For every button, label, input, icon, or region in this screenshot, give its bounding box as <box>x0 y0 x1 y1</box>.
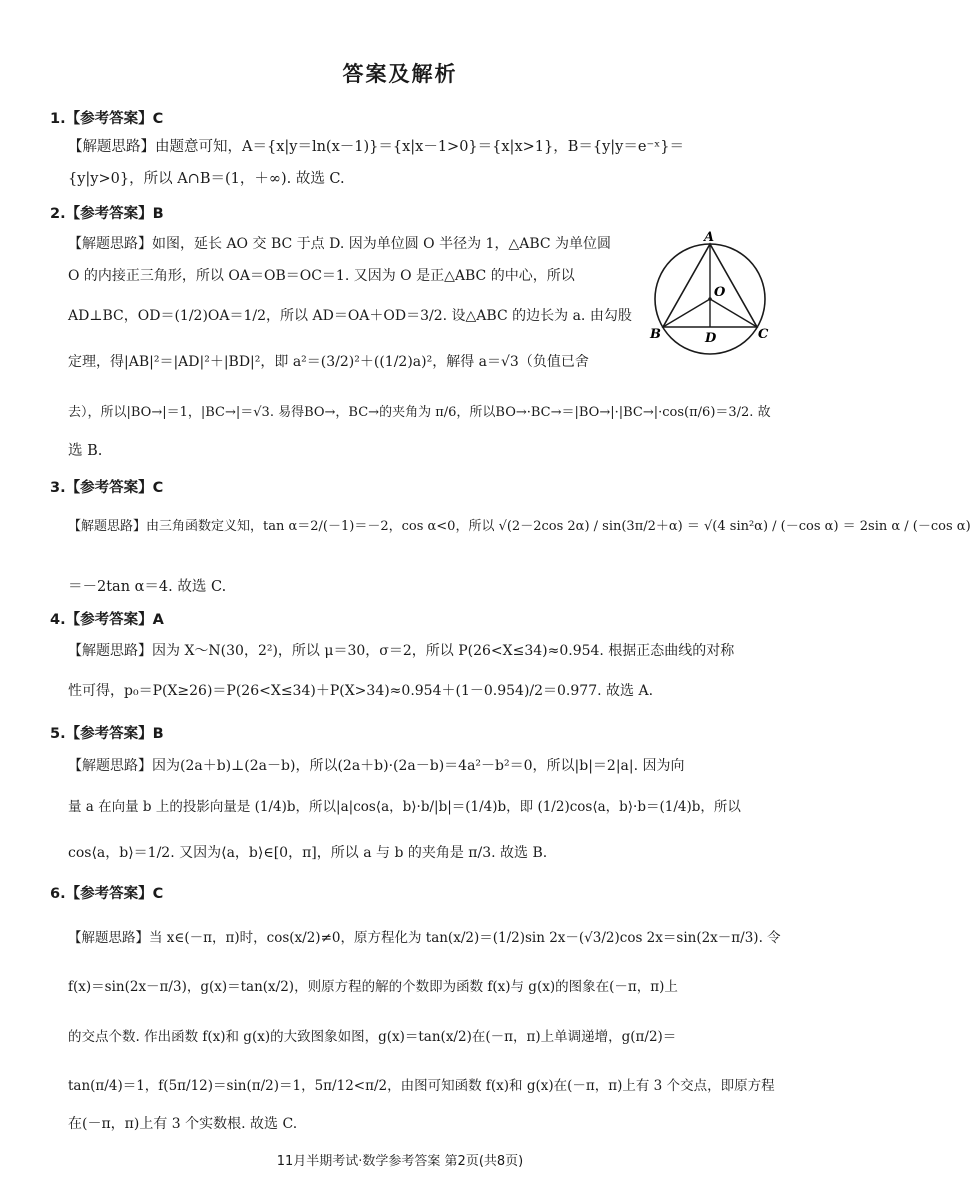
q1-line-2: {y|y>0}，所以 A∩B＝(1，＋∞). 故选 C. <box>68 171 345 187</box>
q4-line-2: 性可得，p₀＝P(X≥26)＝P(26<X≤34)＋P(X>34)≈0.954＋(1－0.954)/2＝0.977. 故选 A. <box>68 683 654 699</box>
q2-line-4: 定理，得|AB|²＝|AD|²＋|BD|²，即 a²＝(3/2)²＋((1/2)a)²，解得 a＝√3（负值已舍 <box>68 354 589 370</box>
q3-line-1: 【解题思路】由三角函数定义知，tan α＝2/(－1)＝－2，cos α<0，所以 √(2－2cos 2α) / sin(3π/2＋α) ＝ √(4 sin²α) / (－cos α) ＝ 2sin α / (－cos α) <box>68 519 971 534</box>
answer-4: 4.【参考答案】A <box>50 612 164 628</box>
q6-line-1: 【解题思路】当 x∈(－π，π)时，cos(x/2)≠0，原方程化为 tan(x/2)＝(1/2)sin 2x－(√3/2)cos 2x＝sin(2x－π/3). 令 <box>68 930 781 946</box>
q2-line-6: 选 B. <box>68 443 103 459</box>
q2-line-3: AD⊥BC，OD＝(1/2)OA＝1/2，所以 AD＝OA＋OD＝3/2. 设△ABC 的边长为 a. 由勾股 <box>68 308 632 324</box>
q6-line-2: f(x)＝sin(2x－π/3)，g(x)＝tan(x/2)，则原方程的解的个数即为函数 f(x)与 g(x)的图象在(－π，π)上 <box>68 979 678 995</box>
answer-2: 2.【参考答案】B <box>50 206 164 222</box>
answer-6: 6.【参考答案】C <box>50 886 164 902</box>
q1-line-1: 【解题思路】由题意可知，A＝{x|y＝ln(x－1)}＝{x|x－1>0}＝{x|x>1}，B＝{y|y＝e⁻ˣ}＝ <box>68 139 684 155</box>
label-d: D <box>705 331 717 346</box>
answer-3: 3.【参考答案】C <box>50 480 164 496</box>
label-a: A <box>704 230 715 245</box>
center-point <box>708 297 712 301</box>
q5-line-3: cos⟨a，b⟩＝1/2. 又因为⟨a，b⟩∈[0，π]，所以 a 与 b 的夹角是 π/3. 故选 B. <box>68 845 548 861</box>
q2-line-1: 【解题思路】如图，延长 AO 交 BC 于点 D. 因为单位圆 O 半径为 1，△ABC 为单位圆 <box>68 236 612 252</box>
q3-line-2: ＝－2tan α＝4. 故选 C. <box>68 579 227 595</box>
page-title: 答案及解析 <box>342 62 458 86</box>
q2-line-2: O 的内接正三角形，所以 OA＝OB＝OC＝1. 又因为 O 是正△ABC 的中心，所以 <box>68 268 575 284</box>
answer-5: 5.【参考答案】B <box>50 726 164 742</box>
answer-1: 1.【参考答案】C <box>50 111 164 127</box>
q5-line-2: 量 a 在向量 b 上的投影向量是 (1/4)b，所以|a|cos⟨a，b⟩·b/|b|＝(1/4)b，即 (1/2)cos⟨a，b⟩·b＝(1/4)b，所以 <box>68 799 741 815</box>
q6-line-5: 在(－π，π)上有 3 个实数根. 故选 C. <box>68 1116 298 1132</box>
label-o: O <box>714 285 726 300</box>
q4-line-1: 【解题思路】因为 X～N(30，2²)，所以 μ＝30，σ＝2，所以 P(26<X≤34)≈0.954. 根据正态曲线的对称 <box>68 643 735 659</box>
page-footer: 11月半期考试·数学参考答案 第2页(共8页) <box>276 1154 524 1169</box>
q6-line-4: tan(π/4)＝1，f(5π/12)＝sin(π/2)＝1，5π/12<π/2，由图可知函数 f(x)和 g(x)在(－π，π)上有 3 个交点，即原方程 <box>68 1078 775 1094</box>
label-b: B <box>650 327 661 342</box>
label-c: C <box>758 327 769 342</box>
q2-line-5: 去），所以|BO→|＝1，|BC→|＝√3. 易得BO→，BC→的夹角为 π/6，所以BO→·BC→＝|BO→|·|BC→|·cos(π/6)＝3/2. 故 <box>68 405 771 420</box>
q5-line-1: 【解题思路】因为(2a＋b)⊥(2a－b)，所以(2a＋b)·(2a－b)＝4a²－b²＝0，所以|b|＝2|a|. 因为向 <box>68 758 685 774</box>
q6-line-3: 的交点个数. 作出函数 f(x)和 g(x)的大致图象如图，g(x)＝tan(x/2)在(－π，π)上单调递增，g(π/2)＝ <box>68 1029 677 1045</box>
unit-circle-triangle-figure <box>648 232 773 362</box>
